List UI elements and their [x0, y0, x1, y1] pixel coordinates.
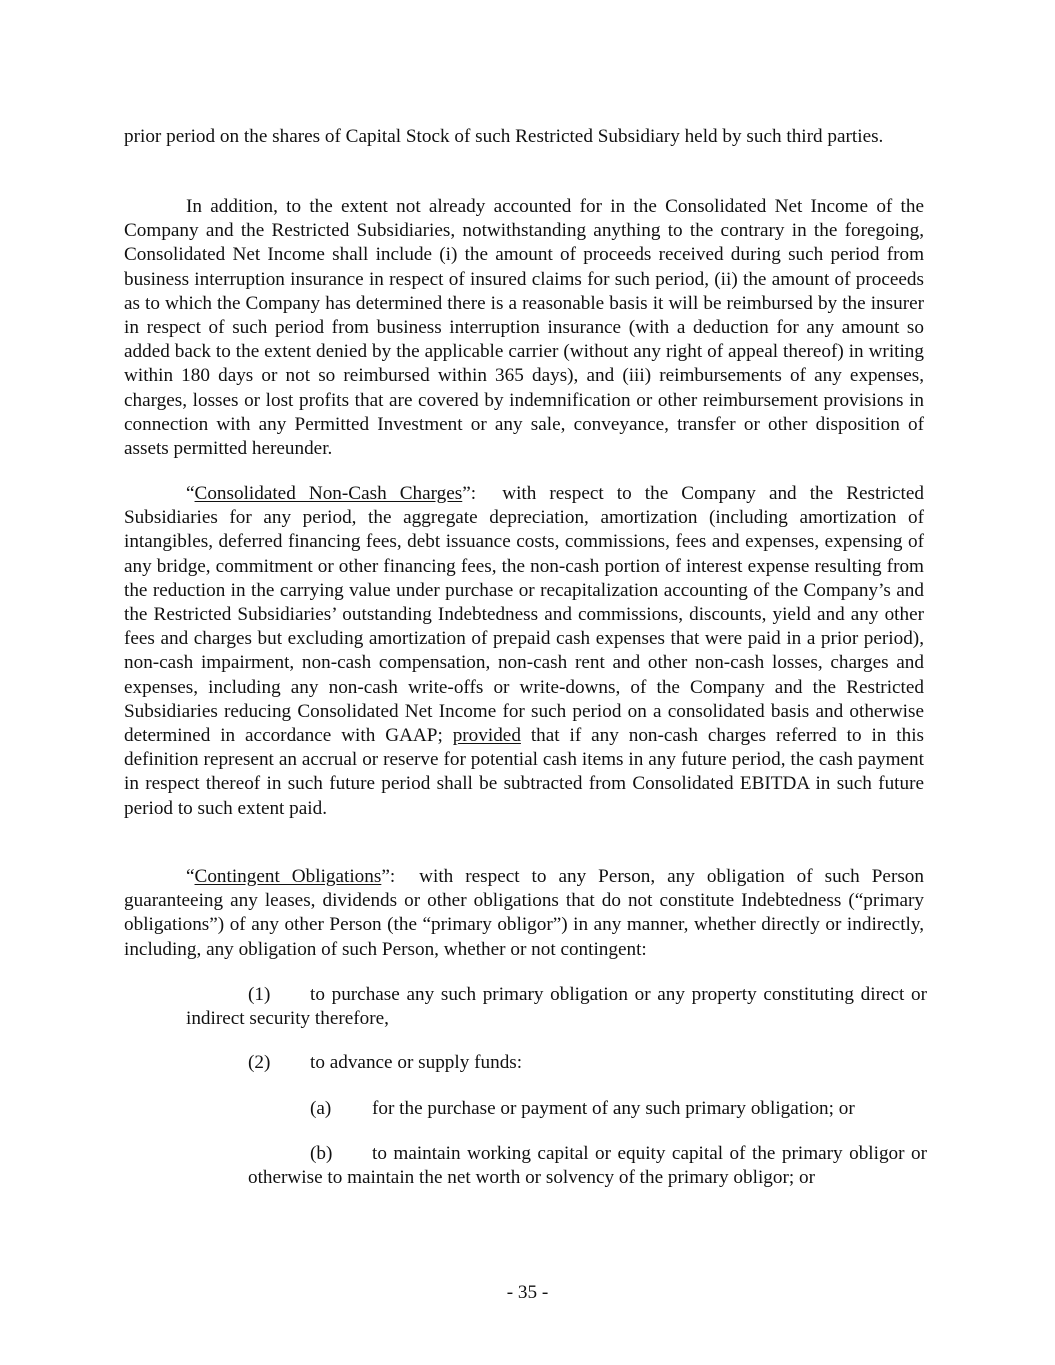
list-item-number: (b) [310, 1143, 333, 1164]
list-item-text: for the purchase or payment of any such primary obligation; or [372, 1098, 855, 1119]
list-item-number: (2) [248, 1052, 271, 1073]
defined-term: Consolidated Non-Cash Charges [194, 483, 463, 504]
list-item-text: to purchase any such primary obligation or any property constituting direct or indirect security therefore, [186, 984, 927, 1030]
definition-body: with respect to the Company and the Restricted Subsidiaries for any period, the aggregate depreciation, amortization (including amortization of intangibles, deferred financing fees, debt issuance costs, commissions, fees and expenses, expensing of any bridge, commitment or other financing fees, the non-cash portion of interest expense resulting from the reduction in the carrying value under purchase or recapitalization accounting of the Company’s and the Restricted Subsidiaries’ outstanding Indebtedness and commissions, discounts, yield and any other fees and charges but excluding amortization of prepaid cash expenses that were paid in a prior period), non-cash impairment, non-cash compensation, non-cash rent and other non-cash losses, charges and expenses, including any non-cash write-offs or write-downs, of the Company and the Restricted Subsidiaries reducing Consolidated Net Income for such period on a consolidated basis and otherwise determined in accordance with GAAP; [124, 483, 924, 747]
list-item [186, 983, 927, 1031]
defined-term: Contingent Obligations [194, 866, 382, 887]
close-quote: ”: [381, 866, 396, 887]
paragraph-continuation: prior period on the shares of Capital Stock of such Restricted Subsidiary held by such third parties. [124, 126, 884, 147]
paragraph-business-interruption: In addition, to the extent not already accounted for in the Consolidated Net Income of the Company and the Restricted Subsidiaries, notwithstanding anything to the contrary in the foregoing, Consolidated Net Income shall include (i) the amount of proceeds received during such period from business interruption insurance in respect of insured claims for such period, (ii) the amount of proceeds as to which the Company has determined there is a reasonable basis it will be reimbursed by the insurer in respect of such period from business interruption insurance (with a deduction for any amount so added back to the extent denied by the applicable carrier (without any right of appeal thereof) in writing within 180 days or not so reimbursed within 365 days), and (iii) reimbursements of any expenses, charges, losses or lost profits that are covered by indemnification or other reimbursement provisions in connection with any Permitted Investment or any sale, conveyance, transfer or other disposition of assets permitted hereunder. [124, 196, 924, 460]
list-item-text: to maintain working capital or equity capital of the primary obligor or otherwise to maintain the net worth or solvency of the primary obligor; or [248, 1143, 927, 1189]
list-item-number: (a) [310, 1098, 332, 1119]
definition-body: with respect to any Person, any obligation of such Person guaranteeing any leases, dividends or other obligations that do not constitute Indebtedness (“primary obligations”) of any other Person (the “primary obligor”) in any manner, whether directly or indirectly, including, any obligation of such Person, whether or not contingent: [124, 866, 924, 960]
list-item [248, 1051, 927, 1075]
page-number: - 35 - [506, 1282, 549, 1303]
open-quote: “ [186, 866, 195, 887]
close-quote: ”: [462, 483, 477, 504]
list-item [248, 1142, 927, 1190]
definition-contingent-obligations [124, 865, 924, 962]
open-quote: “ [186, 483, 195, 504]
list-item-number: (1) [248, 984, 271, 1005]
definition-body-continued: that if any non-cash charges referred to in this definition represent an accrual or reserve for potential cash items in any future period, the cash payment in respect thereof in such future period shall be subtracted from Consolidated EBITDA in such future period to such extent paid. [124, 725, 925, 819]
list-item-text: to advance or supply funds: [310, 1052, 523, 1073]
definition-consolidated-non-cash-charges [124, 482, 924, 821]
provided-term: provided [452, 725, 521, 747]
list-item [310, 1097, 927, 1121]
